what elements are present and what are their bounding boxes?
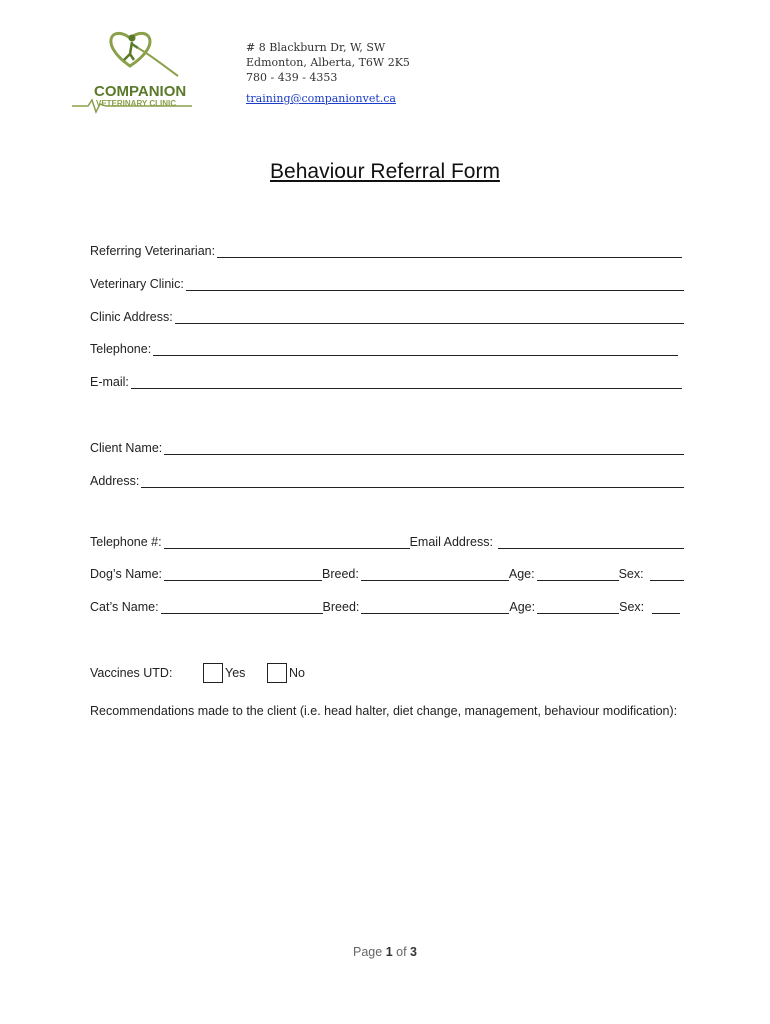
veterinary-clinic-input[interactable] (186, 277, 684, 291)
client-name-field (90, 437, 684, 455)
cat-name-label: Cat’s Name: (90, 600, 159, 614)
address-line-1: # 8 Blackburn Dr, W, SW (246, 41, 386, 54)
telephone-input[interactable] (153, 342, 678, 356)
page-current: 1 (385, 945, 393, 959)
clinic-address-field (90, 306, 684, 324)
veterinary-clinic-label: Veterinary Clinic: (90, 277, 184, 291)
cat-age-label: Age: (509, 600, 536, 614)
page-prefix: Page (353, 945, 386, 959)
person-icon (129, 35, 136, 42)
page-of: of (392, 945, 411, 959)
telephone-field (90, 338, 678, 356)
vaccines-no-label: No (289, 666, 305, 680)
page-number (0, 945, 770, 959)
referring-vet-label: Referring Veterinarian: (90, 244, 216, 258)
cat-age-input[interactable] (537, 600, 619, 614)
dog-name-input[interactable] (164, 567, 322, 581)
vaccines-row (90, 662, 305, 684)
logo-text-sub: VETERINARY CLINIC (96, 99, 177, 108)
vet-email-label: E-mail: (90, 375, 129, 389)
cat-sex-input[interactable] (652, 600, 680, 614)
dog-breed-label: Breed: (322, 567, 359, 581)
cat-sex-label: Sex: (619, 600, 645, 614)
dog-sex-label: Sex: (618, 567, 644, 581)
page-total: 3 (410, 945, 417, 959)
vet-email-input[interactable] (131, 375, 682, 389)
client-telephone-label: Telephone #: (90, 535, 162, 549)
telephone-label: Telephone: (90, 342, 152, 356)
referring-vet-field (90, 240, 682, 258)
client-name-label: Client Name: (90, 441, 163, 455)
clinic-address (246, 40, 410, 106)
cat-name-input[interactable] (161, 600, 323, 614)
vaccines-no-checkbox[interactable] (267, 663, 287, 683)
client-name-input[interactable] (164, 441, 684, 455)
clinic-logo (68, 26, 200, 118)
logo-text-main: COMPANION (94, 83, 187, 100)
vaccines-yes-checkbox[interactable] (203, 663, 223, 683)
client-address-input[interactable] (141, 474, 684, 488)
cat-row (90, 596, 680, 614)
client-telephone-input[interactable] (164, 535, 410, 549)
client-address-label: Address: (90, 474, 140, 488)
recommendations-prompt: Recommendations made to the client (i.e. head halter, diet change, management, behaviour modification): (90, 704, 678, 718)
contact-row (90, 531, 684, 549)
client-email-input[interactable] (498, 535, 684, 549)
client-email-label: Email Address: (409, 535, 493, 549)
referring-vet-input[interactable] (217, 244, 682, 258)
dog-row (90, 563, 684, 581)
cat-breed-label: Breed: (322, 600, 360, 614)
dog-breed-input[interactable] (361, 567, 509, 581)
dog-age-label: Age: (508, 567, 535, 581)
veterinary-clinic-field (90, 273, 684, 291)
clinic-email-link[interactable]: training@companionvet.ca (246, 92, 396, 105)
clinic-address-input[interactable] (175, 310, 684, 324)
vaccines-label: Vaccines UTD: (90, 666, 173, 680)
vet-email-field (90, 371, 682, 389)
clinic-address-label: Clinic Address: (90, 310, 173, 324)
clinic-phone: 780 - 439 - 4353 (246, 71, 338, 84)
vaccines-yes-label: Yes (225, 666, 246, 680)
dog-sex-input[interactable] (650, 567, 684, 581)
dog-age-input[interactable] (537, 567, 619, 581)
dog-name-label: Dog’s Name: (90, 567, 163, 581)
cat-breed-input[interactable] (361, 600, 509, 614)
client-address-field (90, 470, 684, 488)
form-title: Behaviour Referral Form (270, 160, 500, 183)
address-line-2: Edmonton, Alberta, T6W 2K5 (246, 56, 410, 69)
